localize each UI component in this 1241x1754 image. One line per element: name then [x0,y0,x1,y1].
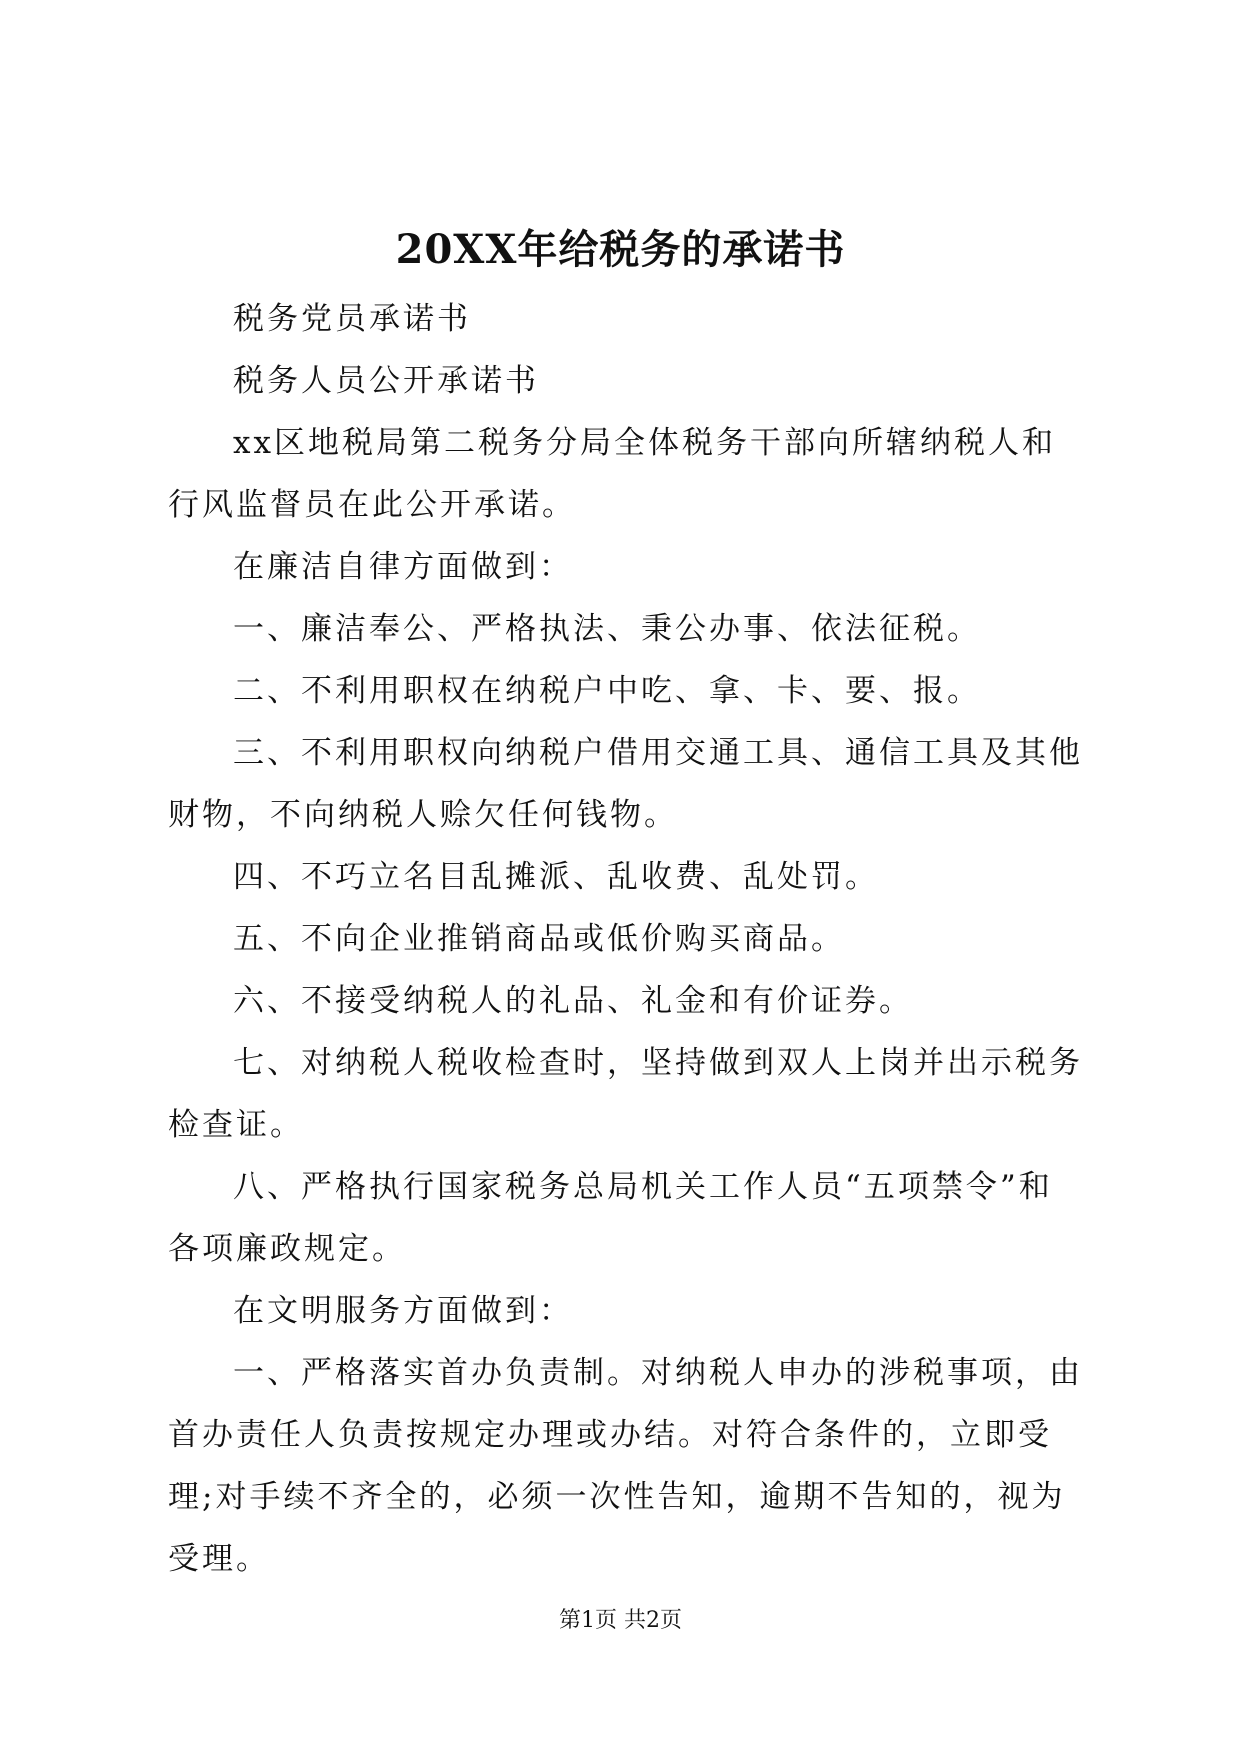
paragraph: 二、不利用职权在纳税户中吃、拿、卡、要、报。 [233,673,981,709]
document-title: 20XX年给税务的承诺书 [395,226,846,273]
paragraph: 五、不向企业推销商品或低价购买商品。 [233,921,845,957]
paragraph: 四、不巧立名目乱摊派、乱收费、乱处罚。 [233,859,879,895]
paragraph: 七、对纳税人税收检查时，坚持做到双人上岗并出示税务检查证。 [168,1045,1083,1143]
document-body [168,288,1086,1590]
paragraph: xx区地税局第二税务分局全体税务干部向所辖纳税人和行风监督员在此公开承诺。 [168,425,1056,523]
paragraph: 一、严格落实首办负责制。对纳税人申办的涉税事项，由首办责任人负责按规定办理或办结。对符合条件的，立即受理;对手续不齐全的，必须一次性告知，逾期不告知的，视为受理。 [168,1355,1083,1577]
paragraph: 税务党员承诺书 [233,301,471,337]
paragraph: 八、严格执行国家税务总局机关工作人员“五项禁令”和各项廉政规定。 [168,1169,1053,1267]
paragraph: 在文明服务方面做到： [233,1293,573,1329]
paragraph: 一、廉洁奉公、严格执法、秉公办事、依法征税。 [233,611,981,647]
paragraph: 税务人员公开承诺书 [233,363,539,399]
paragraph: 在廉洁自律方面做到： [233,549,573,585]
paragraph: 三、不利用职权向纳税户借用交通工具、通信工具及其他财物，不向纳税人赊欠任何钱物。 [168,735,1083,833]
paragraph: 六、不接受纳税人的礼品、礼金和有价证券。 [233,983,913,1019]
page-number-footer: 第1页 共2页 [559,1608,682,1633]
